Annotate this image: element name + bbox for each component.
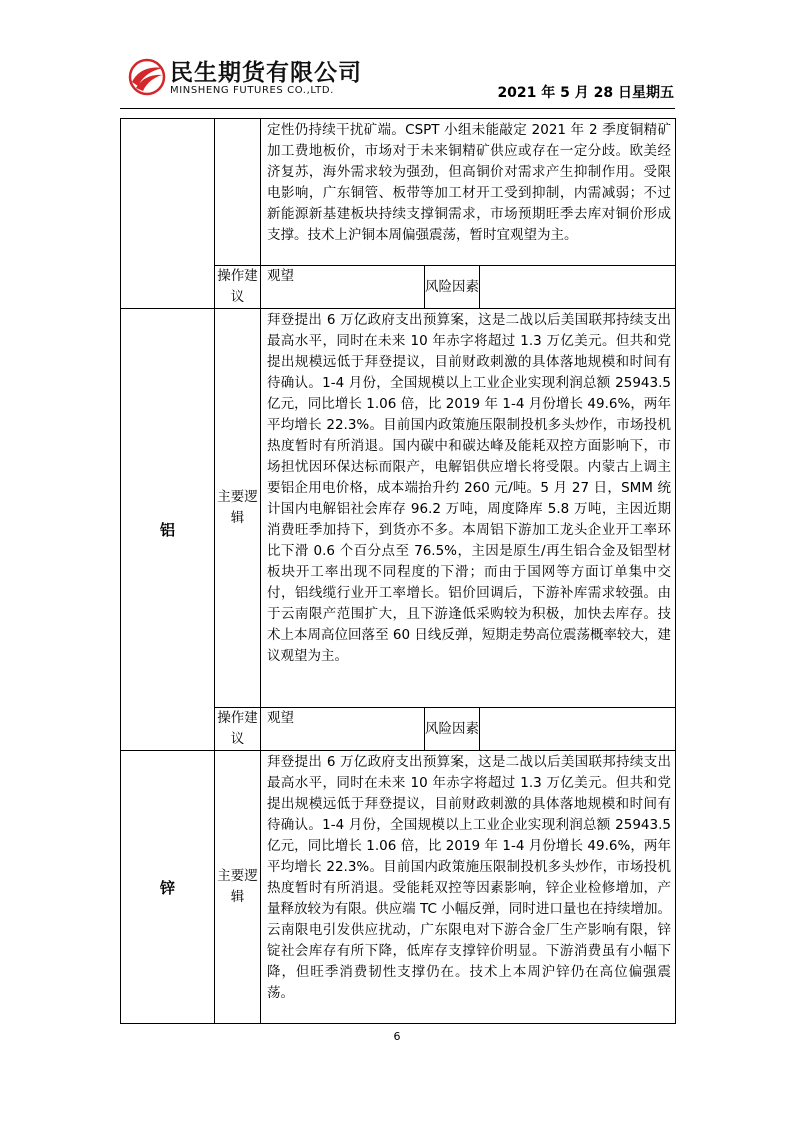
aluminum-logic-text: 拜登提出 6 万亿政府支出预算案，这是二战以后美国联邦持续支出最高水平，同时在未来 10 年赤字将超过 1.3 万亿美元。但共和党提出规模远低于拜登提议，目前财政刺激的具体落地规模和时间有待确认。1-4 月份，全国规模以上工业企业实现利润总额 25943.5 亿元，同比增长 1.06 倍，比 2019 年 1-4 月份增长 49.6%，两年平均增长 22.3%。目前国内政策施压限制投机多头炒作，市场投机热度暂时有所消退。国内碳中和碳达峰及能耗双控方面影响下，市场担忧因环保达标而限产，电解铝供应增长将受限。内蒙古上调主要铝企用电价格，成本端抬升约 260 元/吨。5 月 27 日，SMM 统计国内电解铝社会库存 96.2 万吨，周度降库 5.8 万吨，主因近期消费旺季加持下，到货亦不多。本周铝下游加工龙头企业开工率环比下滑 0.6 个百分点至 76.5%，主因是原生/再生铝合金及铝型材板块开工率出现不同程度的下滑；而由于国网等方面订单集中交付，铝线缆行业开工率增长。铝价回调后，下游补库需求较强。由于云南限产范围扩大，且下游逢低采购较为积极，加快去库存。技术上本周高位回落至 60 日线反弹，短期走势高位震荡概率较大，建议观望为主。 bbox=[261, 309, 676, 708]
aluminum-logic-label: 主要逻辑 bbox=[215, 309, 261, 708]
copper-risk-value bbox=[480, 266, 676, 309]
aluminum-op-label: 操作建议 bbox=[215, 708, 261, 751]
zinc-category: 锌 bbox=[121, 751, 215, 1024]
company-logo bbox=[128, 56, 368, 102]
zinc-logic-label: 主要逻辑 bbox=[215, 751, 261, 1024]
aluminum-op-value: 观望 bbox=[261, 708, 425, 751]
page-header bbox=[0, 0, 794, 110]
minsheng-logo-icon bbox=[128, 58, 166, 96]
report-date: 2021 年 5 月 28 日星期五 bbox=[497, 85, 674, 101]
copper-category-cell bbox=[121, 119, 215, 309]
zinc-logic-text: 拜登提出 6 万亿政府支出预算案，这是二战以后美国联邦持续支出最高水平，同时在未来 10 年赤字将超过 1.3 万亿美元。但共和党提出规模远低于拜登提议，目前财政刺激的具体落地规模和时间有待确认。1-4 月份，全国规模以上工业企业实现利润总额 25943.5 亿元，同比增长 1.06 倍，比 2019 年 1-4 月份增长 49.6%，两年平均增长 22.3%。目前国内政策施压限制投机多头炒作，市场投机热度暂时有所消退。受能耗双控等因素影响，锌企业检修增加，产量释放较为有限。供应端 TC 小幅反弹，同时进口量也在持续增加。云南限电引发供应扰动，广东限电对下游合金厂生产影响有限，锌锭社会库存有所下降，低库存支撑锌价明显。下游消费虽有小幅下降，但旺季消费韧性支撑仍在。技术上本周沪锌仍在高位偏强震荡。 bbox=[261, 751, 676, 1024]
copper-op-value: 观望 bbox=[261, 266, 425, 309]
commodity-table-wrapper bbox=[120, 118, 675, 1024]
commodity-analysis-table bbox=[120, 118, 676, 1024]
aluminum-risk-value bbox=[480, 708, 676, 751]
company-name-en: MINSHENG FUTURES CO.,LTD. bbox=[170, 85, 334, 96]
aluminum-logic-row bbox=[121, 309, 676, 708]
aluminum-risk-label: 风险因素 bbox=[425, 708, 480, 751]
copper-logic-text: 定性仍持续干扰矿端。CSPT 小组未能敲定 2021 年 2 季度铜精矿加工费地板价，市场对于未来铜精矿供应或存在一定分歧。欧美经济复苏，海外需求较为强劲，但高铜价对需求产生抑制作用。受限电影响，广东铜管、板带等加工材开工受到抑制，内需减弱；不过新能源新基建板块持续支撑铜需求，市场预期旺季去库对铜价形成支撑。技术上沪铜本周偏强震荡，暂时宜观望为主。 bbox=[261, 119, 676, 266]
copper-logic-row bbox=[121, 119, 676, 266]
page-number: 6 bbox=[393, 1030, 401, 1043]
zinc-logic-row bbox=[121, 751, 676, 1024]
copper-op-label: 操作建议 bbox=[215, 266, 261, 309]
copper-risk-label: 风险因素 bbox=[425, 266, 480, 309]
copper-logic-label-cell bbox=[215, 119, 261, 266]
company-name-cn: 民生期货有限公司 bbox=[170, 60, 362, 86]
aluminum-category: 铝 bbox=[121, 309, 215, 751]
header-divider bbox=[120, 108, 675, 109]
